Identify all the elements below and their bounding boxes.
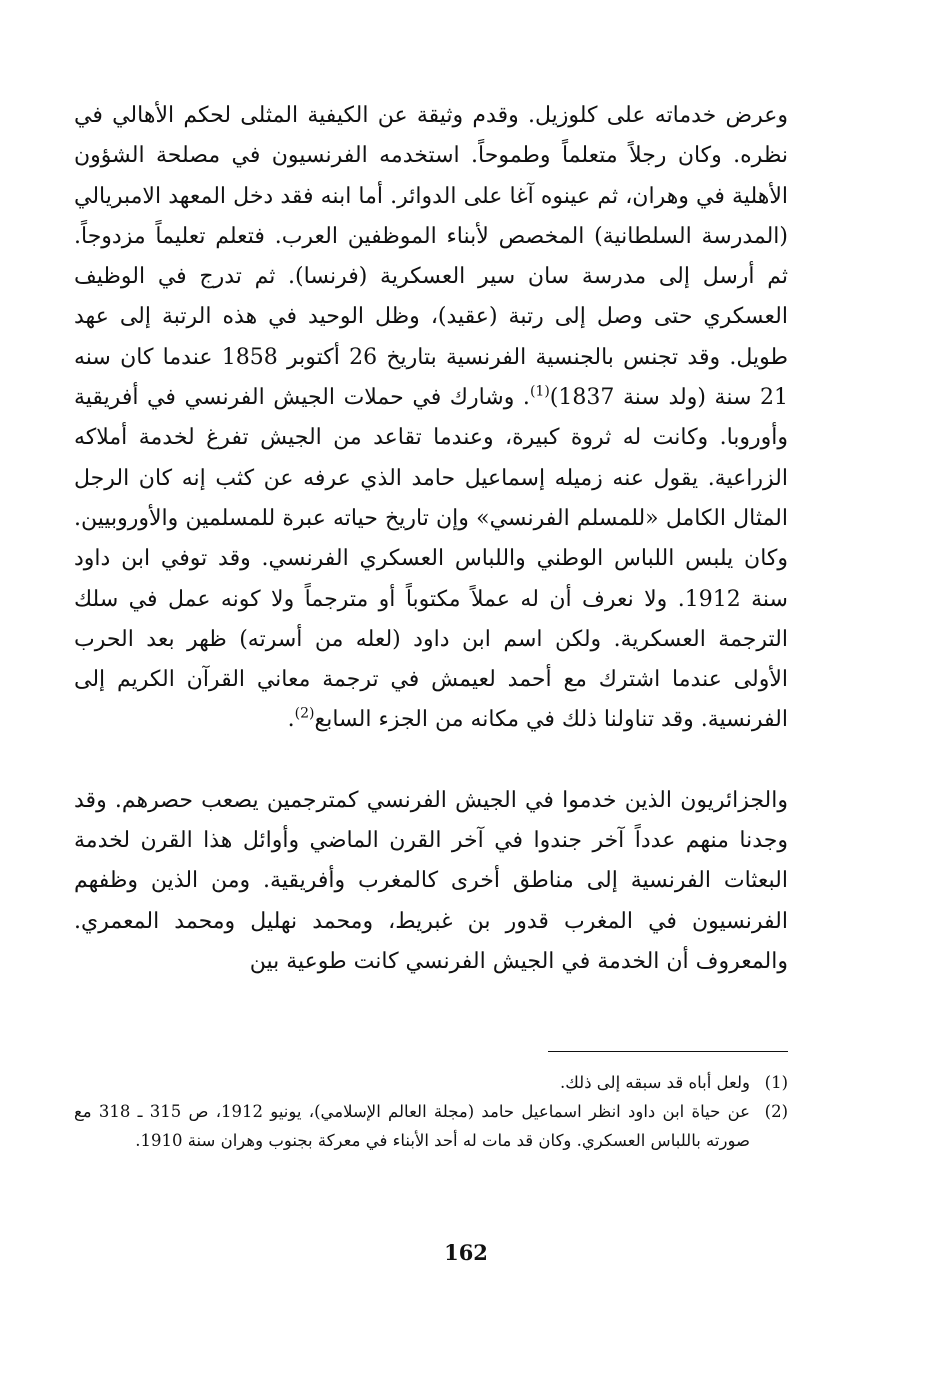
paragraph-1-text-part-2: . وشارك في حملات الجيش الفرنسي في أفريقية وأوروبا. وكانت له ثروة كبيرة، وعندما تقاعد من الجيش تفرغ لخدمة أملاكه الزراعية. يقول عنه زميله إسماعيل حامد الذي عرفه عن كثب إنه كان الرجل المثال الكامل «للمسلم الفرنسي» وإن تاريخ حياته عبرة للمسلمين والأوروبيين. وكان يلبس اللباس الوطني واللباس العسكري الفرنسي. وقد توفي ابن داود سنة 1912. ولا نعرف أن له عملاً مكتوباً أو مترجماً ولا كونه عمل في سلك الترجمة العسكرية. ولكن اسم ابن داود (لعله من أسرته) ظهر بعد الحرب الأولى عندما اشترك مع أحمد لعيمش في ترجمة معاني القرآن الكريم إلى الفرنسية. وقد تناولنا ذلك في مكانه من الجزء السابع: [74, 385, 788, 733]
footnote-number: (1): [764, 1073, 788, 1092]
paragraph-2: والجزائريون الذين خدموا في الجيش الفرنسي كمترجمين يصعب حصرهم. وقد وجدنا منهم عدداً آخر جندوا في آخر القرن الماضي وأوائل هذا القرن لخدمة البعثات الفرنسية إلى مناطق أخرى كالمغرب وأفريقية. ومن الذين وظفهم الفرنسيون في المغرب قدور بن غبريط، ومحمد نهليل ومحمد المعمري. والمعروف أن الخدمة في الجيش الفرنسي كانت طوعية بين: [74, 787, 788, 974]
footnote-ref-2: (2): [294, 706, 315, 723]
footnotes: [74, 1068, 788, 1155]
footnote-number: (2): [764, 1102, 788, 1121]
footnote-text: ولعل أباه قد سبقه إلى ذلك.: [560, 1073, 750, 1092]
main-text: [74, 96, 788, 982]
paragraph-1-text-part-1: وعرض خدماته على كلوزيل. وقدم وثيقة عن الكيفية المثلى لحكم الأهالي في نظره. وكان رجلاً متعلماً وطموحاً. استخدمه الفرنسيون في مصلحة الشؤون الأهلية في وهران، ثم عينوه آغا على الدوائر. أما ابنه فقد دخل المعهد الامبريالي (المدرسة السلطانية) المخصص لأبناء الموظفين العرب. فتعلم تعليماً مزدوجاً. ثم أرسل إلى مدرسة سان سير العسكرية (فرنسا). ثم تدرج في الوظيف العسكري حتى وصل إلى رتبة (عقيد)، وظل الوحيد في هذه الرتبة إلى عهد طويل. وقد تجنس بالجنسية الفرنسية بتاريخ 26 أكتوبر 1858 عندما كان سنه 21 سنة (ولد سنة 1837): [74, 103, 788, 411]
footnote-text: عن حياة ابن داود انظر اسماعيل حامد (مجلة العالم الإسلامي)، يونيو 1912، ص 315 ـ 318 مع صورته باللباس العسكري. وكان قد مات له أحد الأبناء في معركة بجنوب وهران سنة 1910.: [74, 1102, 751, 1150]
footnote-1: [74, 1068, 788, 1097]
paragraph-1: [74, 96, 788, 741]
paragraph-1-text-end: .: [287, 707, 295, 733]
footnote-ref-1: (1): [529, 383, 550, 400]
page-number: 162: [444, 1240, 488, 1265]
footnote-separator: [548, 1051, 788, 1052]
footnote-2: [74, 1097, 788, 1155]
